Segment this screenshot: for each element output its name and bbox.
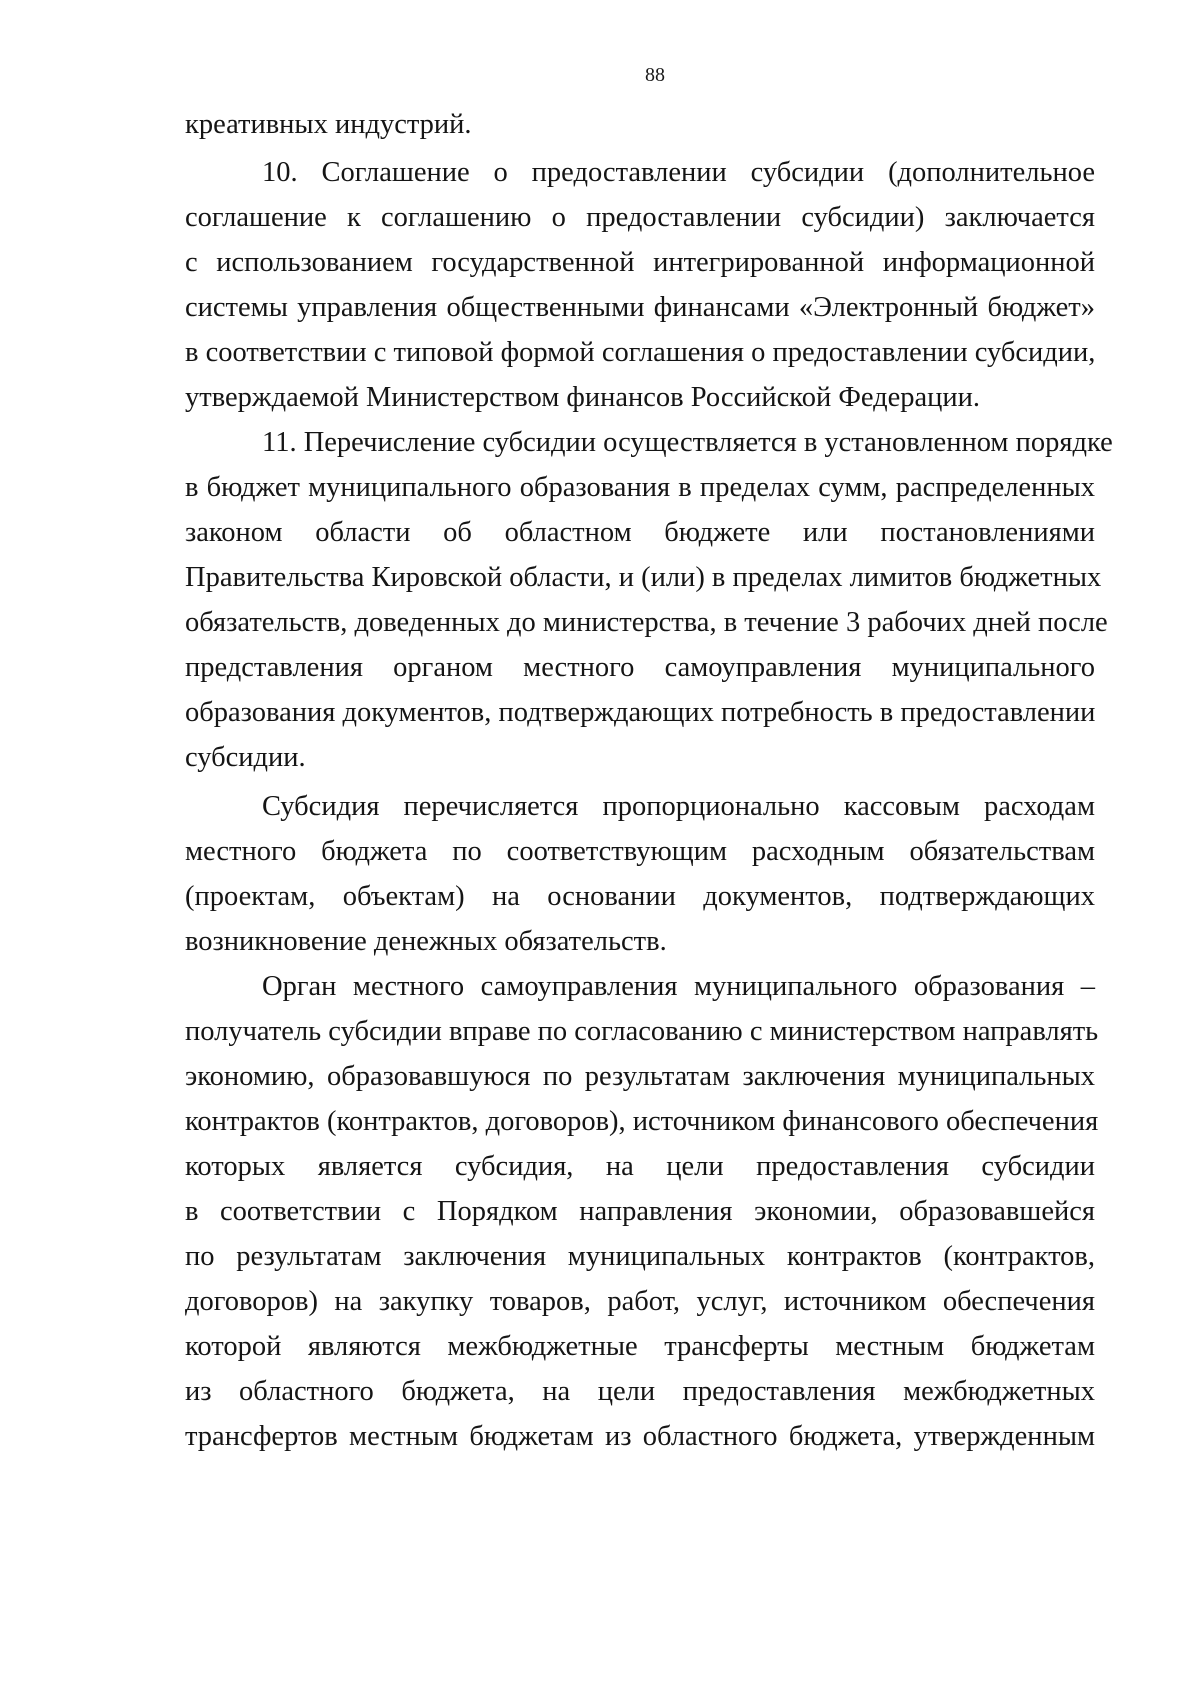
text-line: возникновение денежных обязательств. — [185, 926, 667, 957]
text-line: из областного бюджета, на цели предоставления межбюджетных — [185, 1376, 1095, 1407]
text-line: представления органом местного самоуправления муниципального — [185, 652, 1095, 683]
text-line: системы управления общественными финансами «Электронный бюджет» — [185, 292, 1095, 323]
text-line: Правительства Кировской области, и (или) в пределах лимитов бюджетных — [185, 562, 1102, 593]
text-line: законом области об областном бюджете или постановлениями — [185, 517, 1095, 548]
text-line: в соответствии с Порядком направления экономии, образовавшейся — [185, 1196, 1095, 1227]
text-line: утверждаемой Министерством финансов Российской Федерации. — [185, 382, 981, 413]
text-line: договоров) на закупку товаров, работ, услуг, источником обеспечения — [185, 1286, 1095, 1317]
text-line: с использованием государственной интегрированной информационной — [185, 247, 1095, 278]
text-line: которой являются межбюджетные трансферты местным бюджетам — [185, 1331, 1095, 1362]
text-line: экономию, образовавшуюся по результатам заключения муниципальных — [185, 1061, 1095, 1092]
text-line: в соответствии с типовой формой соглашения о предоставлении субсидии, — [185, 337, 1096, 368]
text-line: Субсидия перечисляется пропорционально кассовым расходам — [262, 791, 1095, 822]
text-line: получатель субсидии вправе по согласованию с министерством направлять — [185, 1016, 1099, 1047]
text-line: субсидии. — [185, 742, 306, 773]
text-line: соглашение к соглашению о предоставлении субсидии) заключается — [185, 202, 1095, 233]
text-line: обязательств, доведенных до министерства, в течение 3 рабочих дней после — [185, 607, 1108, 638]
text-line: 10. Соглашение о предоставлении субсидии (дополнительное — [262, 157, 1095, 188]
page-number: 88 — [645, 64, 665, 86]
text-line: контрактов (контрактов, договоров), источником финансового обеспечения — [185, 1106, 1099, 1137]
text-line: креативных индустрий. — [185, 109, 472, 140]
text-line: (проектам, объектам) на основании документов, подтверждающих — [185, 881, 1095, 912]
text-line: 11. Перечисление субсидии осуществляется в установленном порядке — [262, 427, 1113, 458]
text-line: местного бюджета по соответствующим расходным обязательствам — [185, 836, 1095, 867]
text-line: по результатам заключения муниципальных контрактов (контрактов, — [185, 1241, 1095, 1272]
text-line: которых является субсидия, на цели предоставления субсидии — [185, 1151, 1095, 1182]
text-line: трансфертов местным бюджетам из областного бюджета, утвержденным — [185, 1421, 1095, 1452]
text-line: в бюджет муниципального образования в пределах сумм, распределенных — [185, 472, 1095, 503]
text-line: образования документов, подтверждающих потребность в предоставлении — [185, 697, 1096, 728]
text-line: Орган местного самоуправления муниципального образования – — [262, 971, 1095, 1002]
